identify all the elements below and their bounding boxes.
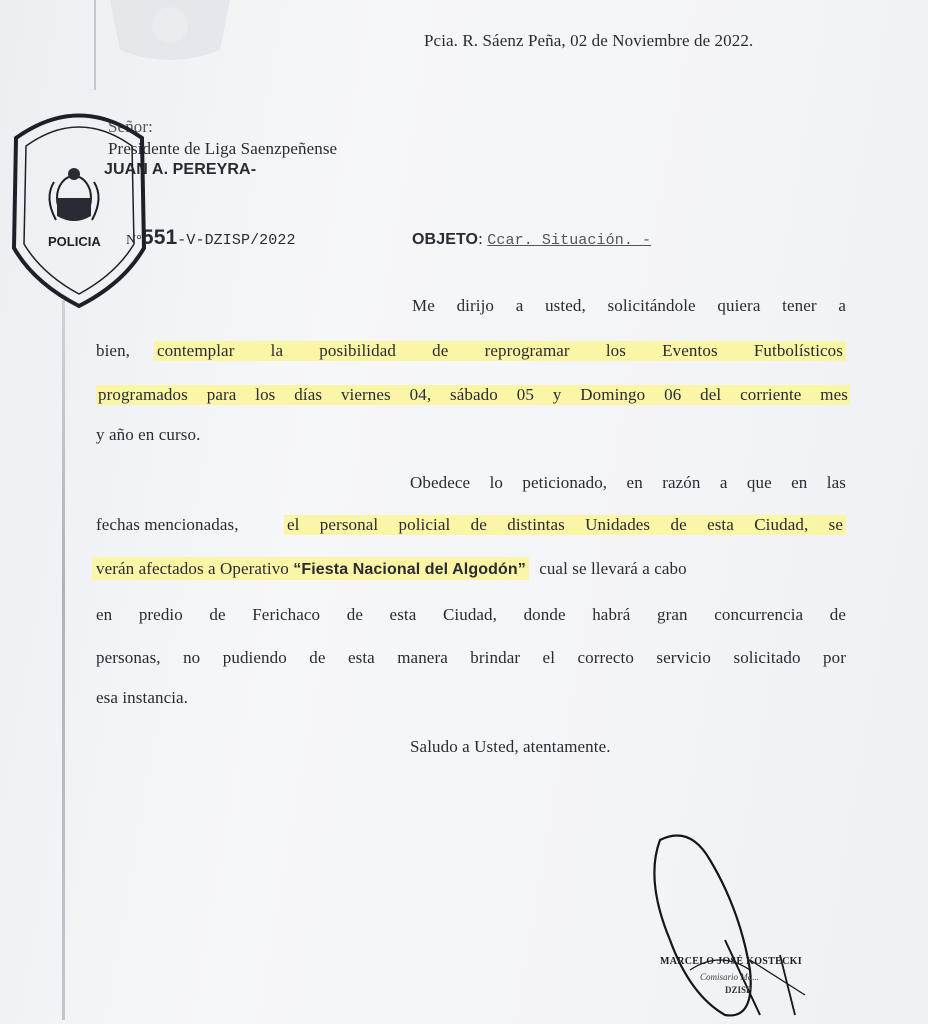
- p2-line-6: esa instancia.: [96, 688, 189, 707]
- stamp-text-main: POLICIA: [48, 234, 101, 249]
- p2-line-2-highlight: el personal policial de distintas Unidades de esta Ciudad, se: [284, 515, 846, 535]
- object-separator: :: [478, 229, 483, 248]
- recipient-title: Presidente de Liga Saenzpeñense: [108, 139, 338, 158]
- p1-line-4: y año en curso.: [96, 425, 201, 444]
- object-label: OBJETO: [412, 231, 479, 248]
- recipient-salutation: Señor:: [108, 117, 153, 136]
- recipient-name: JUAN A. PEREYRA-: [104, 161, 257, 178]
- reference-number-prefix: N°: [126, 233, 142, 248]
- closing-line: Saludo a Usted, atentamente.: [410, 737, 611, 756]
- letterhead-crest-watermark: [70, 0, 270, 70]
- p1-line-2-highlight: contemplar la posibilidad de reprogramar los Eventos Futbolísticos: [154, 341, 846, 361]
- reference-number-value: 551: [141, 226, 178, 249]
- p2-line-2-start: fechas mencionadas,: [96, 515, 239, 534]
- fold-line: [62, 300, 65, 1020]
- p1-line-1: Me dirijo a usted, solicitándole quiera tener a: [412, 296, 846, 315]
- p2-line-3-end: cual se llevará a cabo: [539, 559, 687, 578]
- p2-line-4: en predio de Ferichaco de esta Ciudad, donde habrá gran concurrencia de: [96, 605, 846, 624]
- p2-line-3-start: verán afectados a Operativo: [96, 559, 289, 578]
- p1-line-2-start: bien,: [96, 341, 131, 360]
- p1-line-3-highlight: programados para los días viernes 04, sábado 05 y Domingo 06 del corriente mes: [98, 385, 848, 404]
- event-name: “Fiesta Nacional del Algodón”: [293, 561, 526, 578]
- signature-department: DZISP: [725, 985, 752, 995]
- p2-line-5: personas, no pudiendo de esta manera brindar el correcto servicio solicitado por: [96, 648, 846, 667]
- p2-line-2: [96, 515, 846, 535]
- p2-line-1: Obedece lo peticionado, en razón a que en las: [410, 473, 846, 492]
- police-stamp: [4, 98, 154, 313]
- date-line: Pcia. R. Sáenz Peña, 02 de Noviembre de 2022.: [424, 31, 754, 50]
- object-line: [412, 229, 651, 249]
- p2-line-3: [92, 559, 846, 579]
- p1-line-2: [96, 341, 846, 361]
- object-value: Ccar. Situación. -: [487, 232, 652, 249]
- signature-name: MARCELO JOSÉ KOSTECKI: [660, 956, 802, 967]
- signature-role: Comisario Ma...: [700, 972, 760, 982]
- reference-number-suffix: -V-DZISP/2022: [177, 232, 296, 249]
- p2-line-3-highlight: [92, 557, 529, 580]
